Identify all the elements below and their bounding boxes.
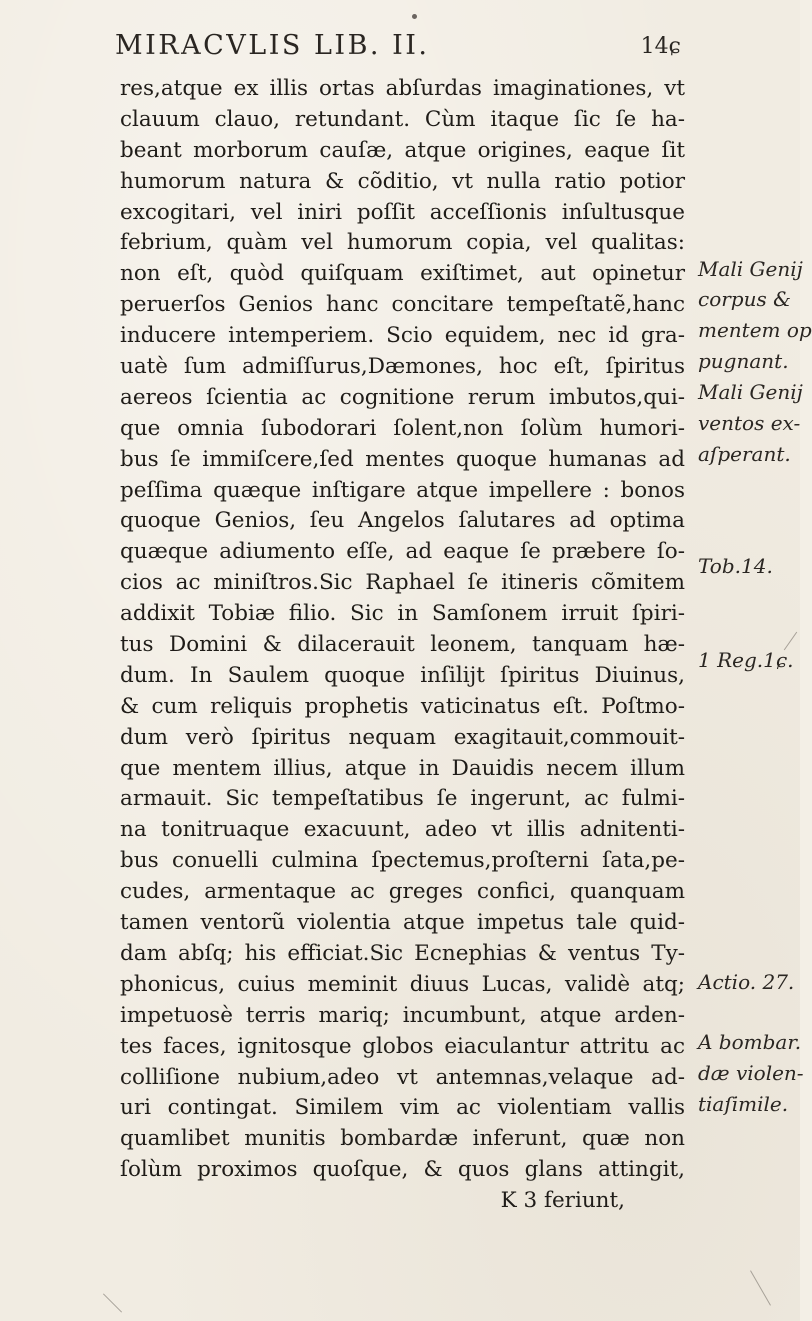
text-line: tus Domini & dilacerauit leonem, tanquam hæ- bbox=[120, 632, 685, 658]
marginal-note: A bombar. bbox=[698, 1030, 802, 1054]
text-line: inducere intemperiem. Scio equidem, nec id gra- bbox=[120, 323, 685, 349]
text-line: quoque Genios, ſeu Angelos ſalutares ad optima bbox=[120, 508, 685, 534]
marginal-note: tiaſimile. bbox=[698, 1092, 789, 1116]
marginal-note: 1 Reg.1ɕ. bbox=[698, 648, 794, 672]
page-edge-mark bbox=[103, 1293, 122, 1312]
text-line: & cum reliquis prophetis vaticinatus eſt. Poſtmo- bbox=[120, 693, 685, 719]
marginal-note: aſperant. bbox=[698, 442, 791, 466]
text-line: phonicus, cuius meminit diuus Lucas, validè atq; bbox=[120, 971, 685, 997]
text-line: quamlibet munitis bombardæ inferunt, quæ non bbox=[120, 1126, 685, 1152]
text-line: aereos ſcientia ac cognitione rerum imbutos,qui- bbox=[120, 384, 685, 410]
text-line: dum. In Saulem quoque inſilijt ſpiritus Diuinus, bbox=[120, 662, 685, 688]
text-line: peruerſos Genios hanc concitare tempeſtatẽ,hanc bbox=[120, 292, 685, 318]
text-line: bus conuelli culmina ſpectemus,proſterni ſata,pe- bbox=[120, 848, 685, 874]
marginal-note: corpus & bbox=[698, 287, 791, 311]
text-line: res,atque ex illis ortas abſurdas imaginationes, vt bbox=[120, 76, 685, 101]
text-line: bus ſe immiſcere,ſed mentes quoque humanas ad bbox=[120, 446, 685, 472]
marginal-note: mentem op bbox=[698, 318, 812, 342]
text-line: excogitari, vel iniri poſſit acceſſionis inſultusque bbox=[120, 199, 685, 225]
text-line: uri contingat. Similem vim ac violentiam vallis bbox=[120, 1095, 685, 1121]
page-header bbox=[115, 30, 681, 70]
text-line: clauum clauo, retundant. Cùm itaque ſic ſe ha- bbox=[120, 106, 685, 132]
marginal-note: Tob.14. bbox=[698, 554, 773, 578]
text-line: cios ac miniſtros.Sic Raphael ſe itineris cõmitem bbox=[120, 570, 685, 596]
text-line: beant morborum cauſæ, atque origines, eaque ſit bbox=[120, 137, 685, 163]
page-edge-mark bbox=[750, 1270, 771, 1305]
text-line: non eſt, quòd quiſquam exiſtimet, aut opinetur bbox=[120, 261, 685, 287]
text-line: na tonitruaque exacuunt, adeo vt illis adnitenti- bbox=[120, 817, 685, 843]
ink-speck bbox=[412, 14, 417, 19]
text-line: que mentem illius, atque in Dauidis necem illum bbox=[120, 755, 685, 781]
text-line: quæque adiumento eſſe, ad eaque ſe præbere ſo- bbox=[120, 539, 685, 565]
text-line: febrium, quàm vel humorum copia, vel qualitas: bbox=[120, 230, 685, 256]
running-head: MIRACVLIS LIB. II. bbox=[115, 30, 430, 61]
text-line: dam abſq; his efficiat.Sic Ecnephias & ventus Ty- bbox=[120, 940, 685, 966]
text-line: addixit Tobiæ filio. Sic in Samſonem irruit ſpiri- bbox=[120, 601, 685, 627]
marginal-note: Mali Genij bbox=[698, 380, 803, 404]
text-line: colliſione nubium,adeo vt antemnas,velaque ad- bbox=[120, 1064, 685, 1090]
main-text-block bbox=[120, 74, 710, 1217]
text-line: peſſima quæque inſtigare atque impellere : bonos bbox=[120, 477, 685, 503]
text-line: dum verò ſpiritus nequam exagitauit,commouit- bbox=[120, 724, 685, 750]
text-line: armauit. Sic tempeſtatibus ſe ingerunt, ac fulmi- bbox=[120, 786, 685, 812]
text-line: impetuosè terris mariq; incumbunt, atque arden- bbox=[120, 1002, 685, 1028]
text-line: tes faces, ignitosque globos eiaculantur attritu ac bbox=[120, 1033, 685, 1059]
catchword-line: K 3 feriunt, bbox=[500, 1188, 625, 1214]
marginal-note: ventos ex- bbox=[698, 411, 801, 435]
text-line: que omnia ſubodorari ſolent,non ſolùm humori- bbox=[120, 415, 685, 441]
text-line: uatè ſum admiſſurus,Dæmones, hoc eſt, ſpiritus bbox=[120, 354, 685, 380]
text-line: cudes, armentaque ac greges confici, quanquam bbox=[120, 879, 685, 905]
page-number: 14ɕ bbox=[640, 34, 681, 59]
text-line: ſolùm proximos quoſque, & quos glans attingit, bbox=[120, 1157, 685, 1183]
marginal-note: dæ violen- bbox=[698, 1061, 804, 1085]
marginal-note: Mali Genij bbox=[698, 257, 803, 281]
marginal-note: pugnant. bbox=[698, 349, 789, 373]
text-line: tamen ventorũ violentia atque impetus tale quid- bbox=[120, 910, 685, 936]
text-line: humorum natura & cõditio, vt nulla ratio potior bbox=[120, 168, 685, 194]
marginal-note: Actio. 27. bbox=[698, 970, 795, 994]
